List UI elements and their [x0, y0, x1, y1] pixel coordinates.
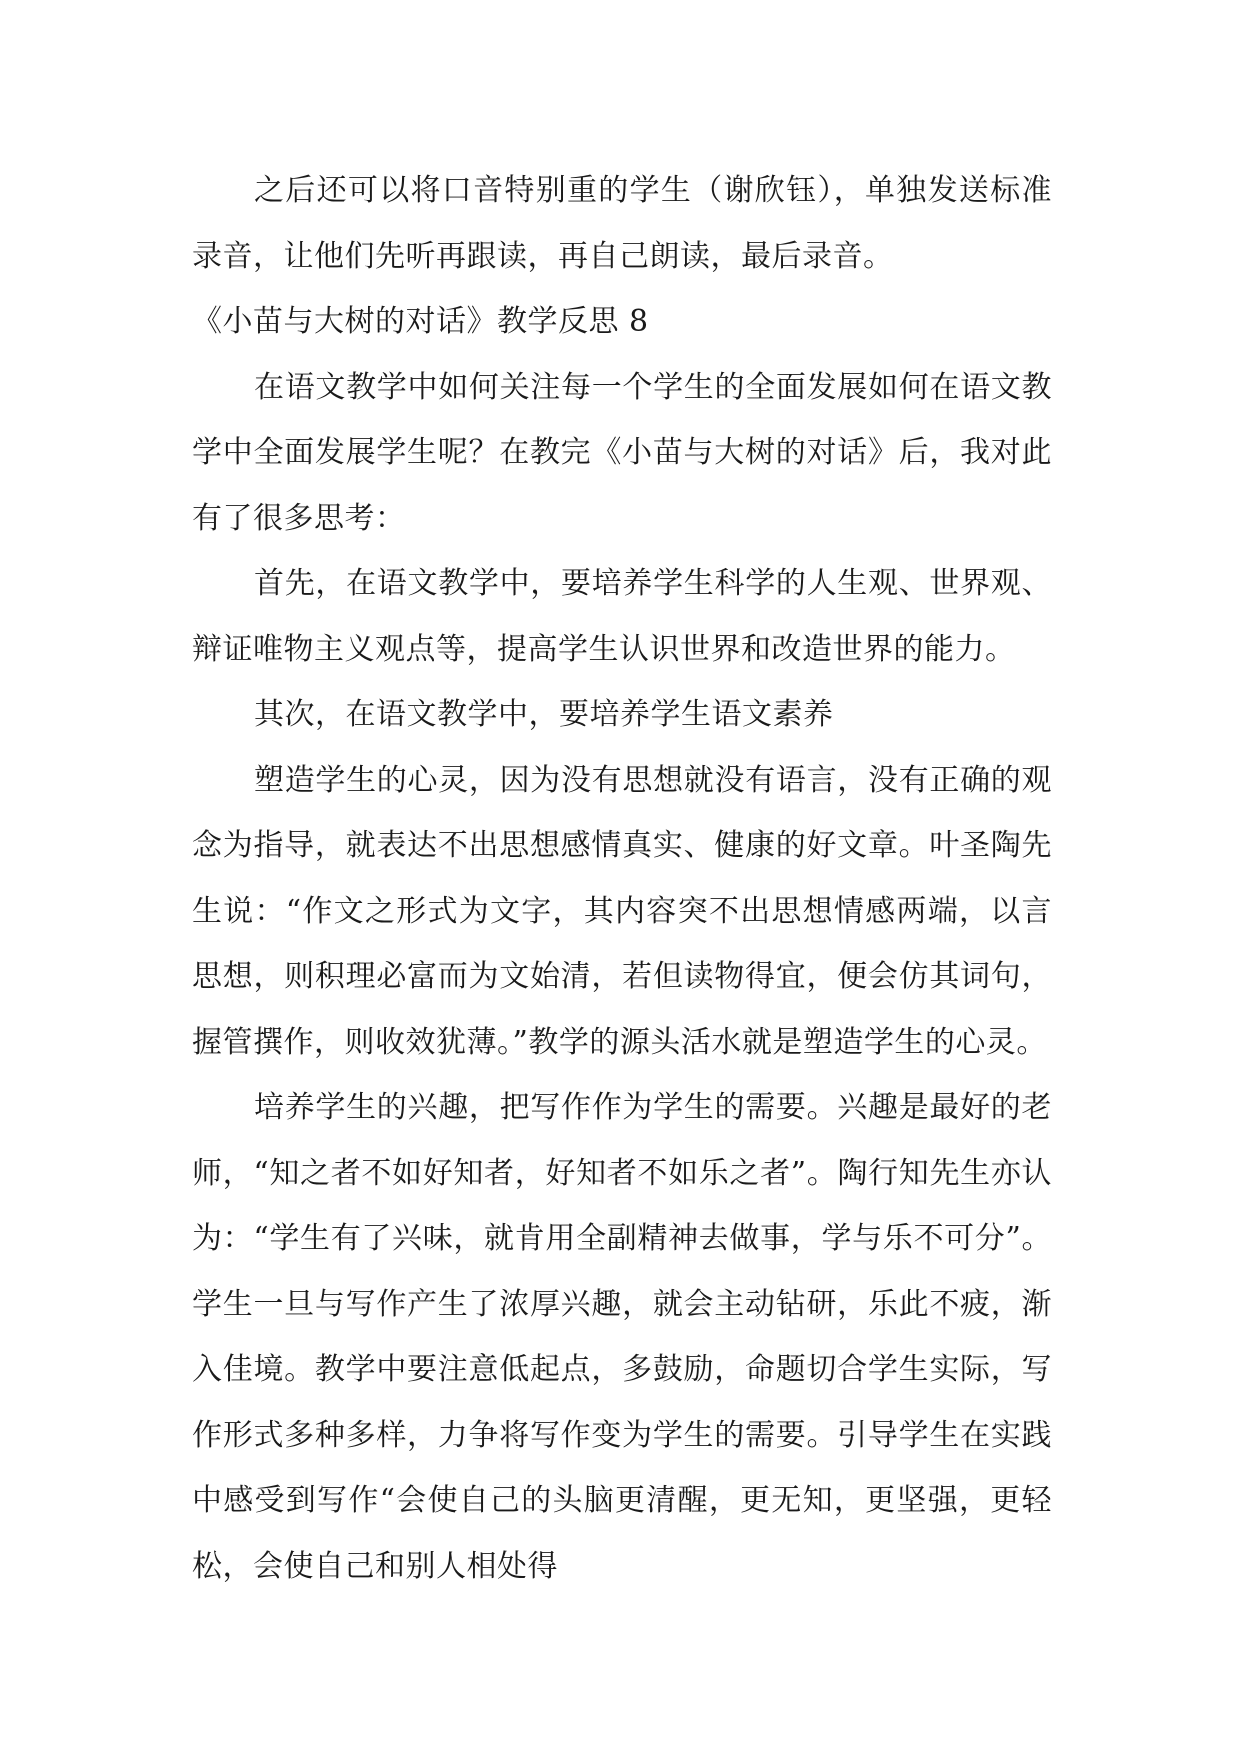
section-title: 《小苗与大树的对话》教学反思 8 — [192, 304, 649, 339]
paragraph-recording-advice: 之后还可以将口音特别重的学生（谢欣钰），单独发送标准录音，让他们先听再跟读，再自己朗读，最后录音。 — [192, 173, 1052, 274]
paragraph-intro-question: 在语文教学中如何关注每一个学生的全面发展如何在语文教学中全面发展学生呢？在教完《小苗与大树的对话》后，我对此有了很多思考： — [192, 369, 1052, 536]
paragraph-shape-mind: 塑造学生的心灵，因为没有思想就没有语言，没有正确的观念为指导，就表达不出思想感情真实、健康的好文章。叶圣陶先生说：“作文之形式为文字，其内容突不出思想情感两端，以言思想，则积理必富而为文始清，若但读物得宜，便会仿其词句，握管撰作，则收效犹薄。”教学的源头活水就是塑造学生的心灵。 — [192, 762, 1052, 1060]
paragraph-second-point: 其次，在语文教学中，要培养学生语文素养 — [254, 697, 834, 732]
paragraph-cultivate-interest: 培养学生的兴趣，把写作作为学生的需要。兴趣是最好的老师，“知之者不如好知者，好知者不如乐之者”。陶行知先生亦认为：“学生有了兴味，就肯用全副精神去做事，学与乐不可分”。学生一旦与写作产生了浓厚兴趣，就会主动钻研，乐此不疲，渐入佳境。教学中要注意低起点，多鼓励，命题切合学生实际，写作形式多种多样，力争将写作变为学生的需要。引导学生在实践中感受到写作“会使自己的头脑更清醒，更无知，更坚强，更轻松，会使自己和别人相处得 — [192, 1090, 1052, 1584]
paragraph-first-point: 首先，在语文教学中，要培养学生科学的人生观、世界观、辩证唯物主义观点等，提高学生认识世界和改造世界的能力。 — [192, 566, 1052, 667]
document-body — [192, 158, 1052, 1599]
